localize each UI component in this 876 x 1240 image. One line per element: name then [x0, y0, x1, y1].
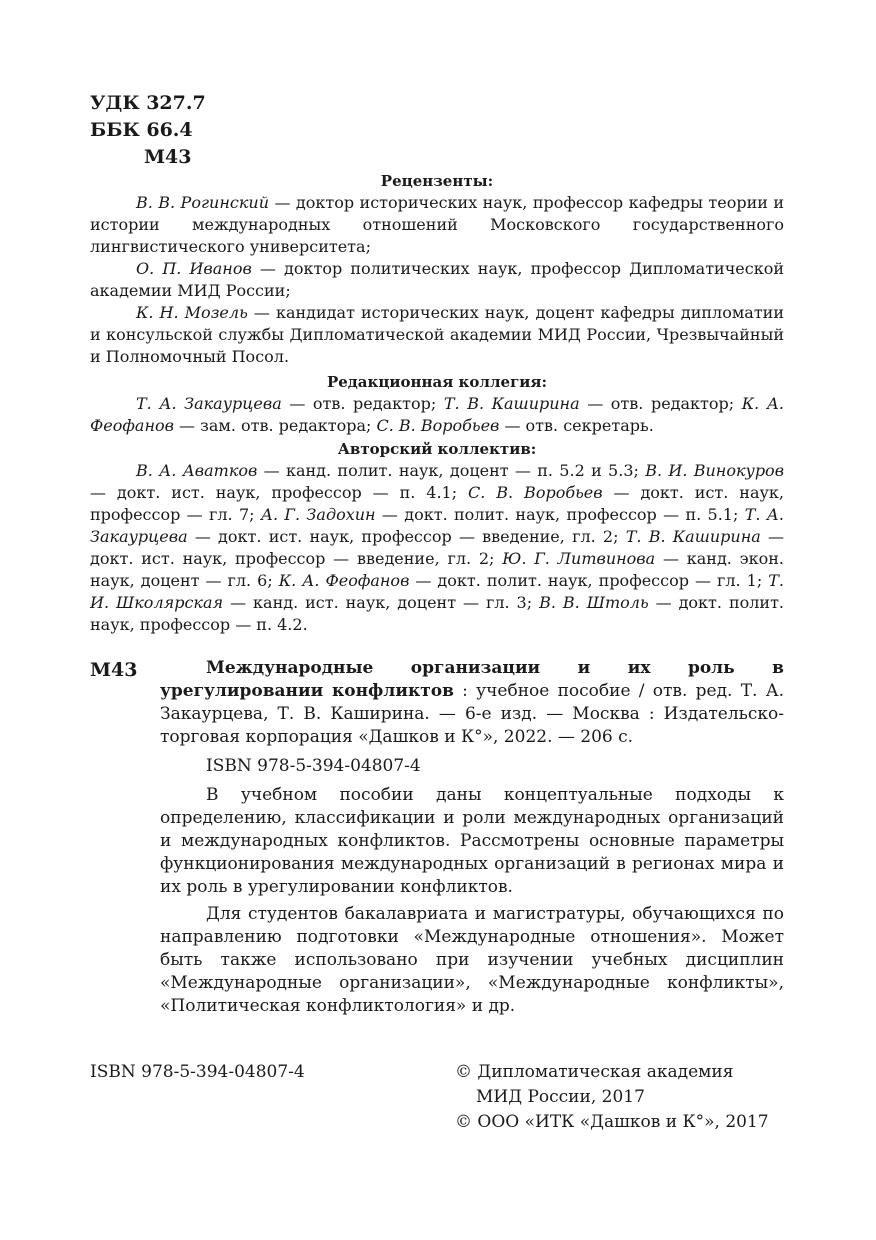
- author-role: — докт. полит. наук, профессор — п. 5.1;: [375, 505, 745, 524]
- reviewer-name: К. Н. Мозель: [136, 303, 248, 322]
- book-record: [160, 657, 784, 749]
- book-title: Международные организации и их роль в урегулировании конфликтов: [160, 658, 784, 701]
- classification-codes: [90, 90, 290, 171]
- footer-isbn: ISBN 978-5-394-04807-4: [90, 1062, 305, 1082]
- editor-role: — отв. секретарь.: [499, 416, 654, 435]
- editor-name: Т. В. Каширина: [443, 394, 580, 413]
- author-name: С. В. Воробьев: [468, 483, 603, 502]
- author-role: — канд. полит. наук, доцент — п. 5.2 и 5.3;: [257, 461, 646, 480]
- editorial-heading: Редакционная коллегия:: [326, 373, 548, 391]
- reviewer-name: В. В. Рогинский: [136, 193, 270, 212]
- author-name: В. И. Винокуров: [645, 461, 784, 480]
- author-name: К. А. Феофанов: [278, 571, 410, 590]
- udk-code: УДК 327.7: [90, 92, 206, 114]
- author-role: — докт. ист. наук, профессор — введение, гл. 2;: [90, 527, 785, 568]
- reviewer-desc: — доктор исторических наук, профессор кафедры теории и истории международных отношений Московского государственного лингвистического университета;: [90, 193, 785, 256]
- reviewer-entry: [90, 258, 784, 302]
- book-audience: Для студентов бакалавриата и магистратуры, обучающихся по направлению подготовки «Международные отношения». Может быть также использовано при изучении учебных дисциплин «Международные организации», «Международные конфликты», «Политическая конфликтология» и др.: [160, 904, 784, 1016]
- bbk-code: ББК 66.4: [90, 119, 193, 141]
- author-role: — докт. полит. наук, профессор — п. 4.2.: [90, 593, 785, 634]
- author-name: Т. В. Каширина: [625, 527, 761, 546]
- author-sign: М43: [144, 146, 192, 168]
- editor-role: — отв. редактор;: [579, 394, 742, 413]
- author-name: Ю. Г. Литвинова: [502, 549, 656, 568]
- editorial-list: [90, 393, 784, 437]
- author-name: Т. И. Школярская: [90, 571, 785, 612]
- authors-section: [90, 438, 784, 636]
- copyright-academy: © Дипломатическая академия: [455, 1062, 734, 1082]
- reviewer-entry: [90, 192, 784, 258]
- reviewer-desc: — доктор политических наук, профессор Дипломатической академии МИД России;: [90, 259, 785, 300]
- author-role: — канд. ист. наук, доцент — гл. 3;: [223, 593, 540, 612]
- author-role: — докт. ист. наук, профессор — введение, гл. 2;: [187, 527, 626, 546]
- editor-role: — зам. отв. редактора;: [173, 416, 377, 435]
- author-name: Т. А. Закаурцева: [90, 505, 784, 546]
- editor-name: Т. А. Закаурцева: [136, 394, 282, 413]
- editor-name: К. А. Феофанов: [90, 394, 785, 435]
- reviewers-section: [90, 170, 784, 368]
- author-role: — канд. экон. наук, доцент — гл. 6;: [90, 549, 785, 590]
- reviewer-name: О. П. Иванов: [136, 259, 252, 278]
- author-name: В. А. Аватков: [136, 461, 258, 480]
- copyright-academy-year: МИД России, 2017: [476, 1087, 645, 1107]
- editorial-section: [90, 371, 784, 437]
- copyright-publisher: © ООО «ИТК «Дашков и К°», 2017: [455, 1112, 769, 1132]
- editor-name: С. В. Воробьев: [376, 416, 500, 435]
- author-name: А. Г. Задохин: [260, 505, 376, 524]
- authors-list: [90, 460, 784, 636]
- book-annotation: В учебном пособии даны концептуальные подходы к определению, классификации и роли международных организаций и международных конфликтов. Рассмотрены основные параметры функционирования международных организаций в регионах мира и их роль в урегулировании конфликтов.: [160, 785, 784, 897]
- author-role: — докт. полит. наук, профессор — гл. 1;: [409, 571, 769, 590]
- reviewer-entry: [90, 302, 784, 368]
- bibliographic-entry: [160, 657, 784, 1018]
- author-role: — докт. ист. наук, профессор — п. 4.1;: [90, 483, 469, 502]
- book-imprint: : учебное пособие / отв. ред. Т. А. Закаурцева, Т. В. Каширина. — 6-е изд. — Москва : Издательско-торговая корпорация «Дашков и К°», 2022. — 206 с.: [160, 681, 785, 747]
- copyright-block: [455, 1060, 785, 1135]
- book-code: М43: [90, 659, 138, 681]
- book-isbn: ISBN 978-5-394-04807-4: [206, 756, 421, 776]
- editor-role: — отв. редактор;: [281, 394, 444, 413]
- reviewer-desc: — кандидат исторических наук, доцент кафедры дипломатии и консульской службы Дипломатической академии МИД России, Чрезвычайный и Полномочный Посол.: [90, 303, 785, 366]
- reviewers-heading: Рецензенты:: [380, 172, 494, 190]
- author-name: В. В. Штоль: [539, 593, 649, 612]
- author-role: — докт. ист. наук, профессор — гл. 7;: [90, 483, 784, 524]
- authors-heading: Авторский коллектив:: [337, 440, 537, 458]
